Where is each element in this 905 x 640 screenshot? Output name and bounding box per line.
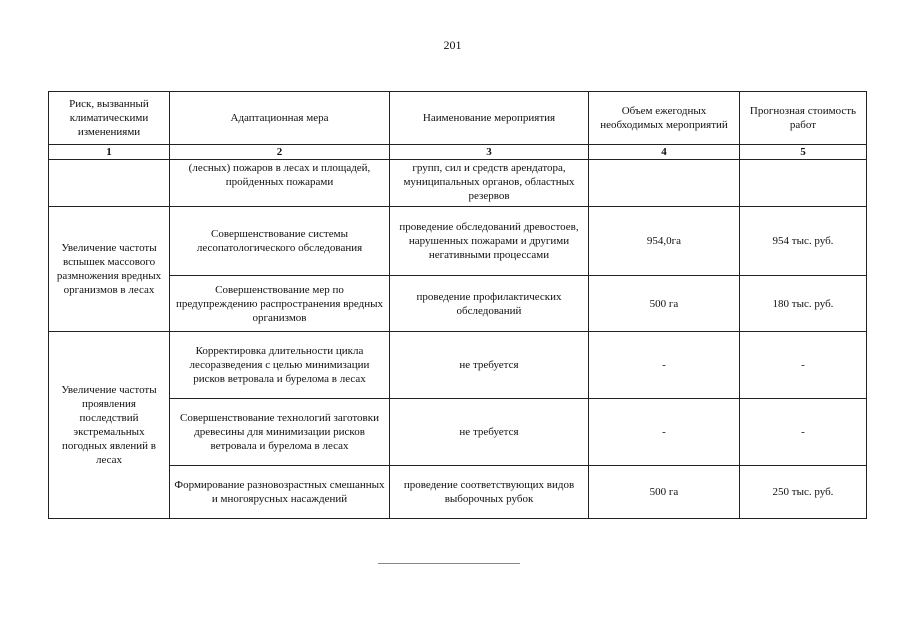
page-number: 201 [443,38,462,52]
measure-cell: Совершенствование мер по предупреждению распространения вредных организмов [170,276,390,332]
activity-cell: проведение соответствующих видов выборочных рубок [390,466,589,519]
volume-cell [589,160,740,207]
table-row [49,160,867,207]
activity-cell: не требуется [390,332,589,399]
column-number: 5 [740,145,867,160]
volume-cell: - [589,332,740,399]
risk-cell: Увеличение частоты проявления последствий экстремальных погодных явлений в лесах [49,332,170,519]
cost-cell: - [740,399,867,466]
cost-cell [740,160,867,207]
cost-cell: 180 тыс. руб. [740,276,867,332]
header-row [49,92,867,145]
adaptation-measures-table [48,91,867,519]
measure-cell: Совершенствование системы лесопатологического обследования [170,207,390,276]
activity-cell: групп, сил и средств арендатора, муниципальных органов, областных резервов [390,160,589,207]
table-row [49,207,867,276]
column-number: 1 [49,145,170,160]
volume-cell: 954,0га [589,207,740,276]
measure-cell: Корректировка длительности цикла лесоразведения с целью минимизации рисков ветровала и бурелома в лесах [170,332,390,399]
cost-cell: - [740,332,867,399]
footnote-separator [378,563,520,564]
header-activity: Наименование мероприятия [390,92,589,145]
measure-cell: Формирование разновозрастных смешанных и многоярусных насаждений [170,466,390,519]
table-row [49,332,867,399]
header-cost: Прогнозная стоимость работ [740,92,867,145]
header-risk: Риск, вызванный климатическими изменениями [49,92,170,145]
header-volume: Объем ежегодных необходимых мероприятий [589,92,740,145]
activity-cell: проведение обследований древостоев, нарушенных пожарами и другими негативными процессами [390,207,589,276]
measure-cell: Совершенствование технологий заготовки древесины для минимизации рисков ветровала и бурелома в лесах [170,399,390,466]
measure-cell: (лесных) пожаров в лесах и площадей, пройденных пожарами [170,160,390,207]
table-row [49,466,867,519]
risk-cell-empty [49,160,170,207]
volume-cell: - [589,399,740,466]
cost-cell: 250 тыс. руб. [740,466,867,519]
volume-cell: 500 га [589,466,740,519]
table-row [49,276,867,332]
activity-cell: не требуется [390,399,589,466]
cost-cell: 954 тыс. руб. [740,207,867,276]
column-number-row [49,145,867,160]
column-number: 3 [390,145,589,160]
column-number: 2 [170,145,390,160]
risk-cell: Увеличение частоты вспышек массового размножения вредных организмов в лесах [49,207,170,332]
volume-cell: 500 га [589,276,740,332]
table-row [49,399,867,466]
column-number: 4 [589,145,740,160]
header-measure: Адаптационная мера [170,92,390,145]
activity-cell: проведение профилактических обследований [390,276,589,332]
